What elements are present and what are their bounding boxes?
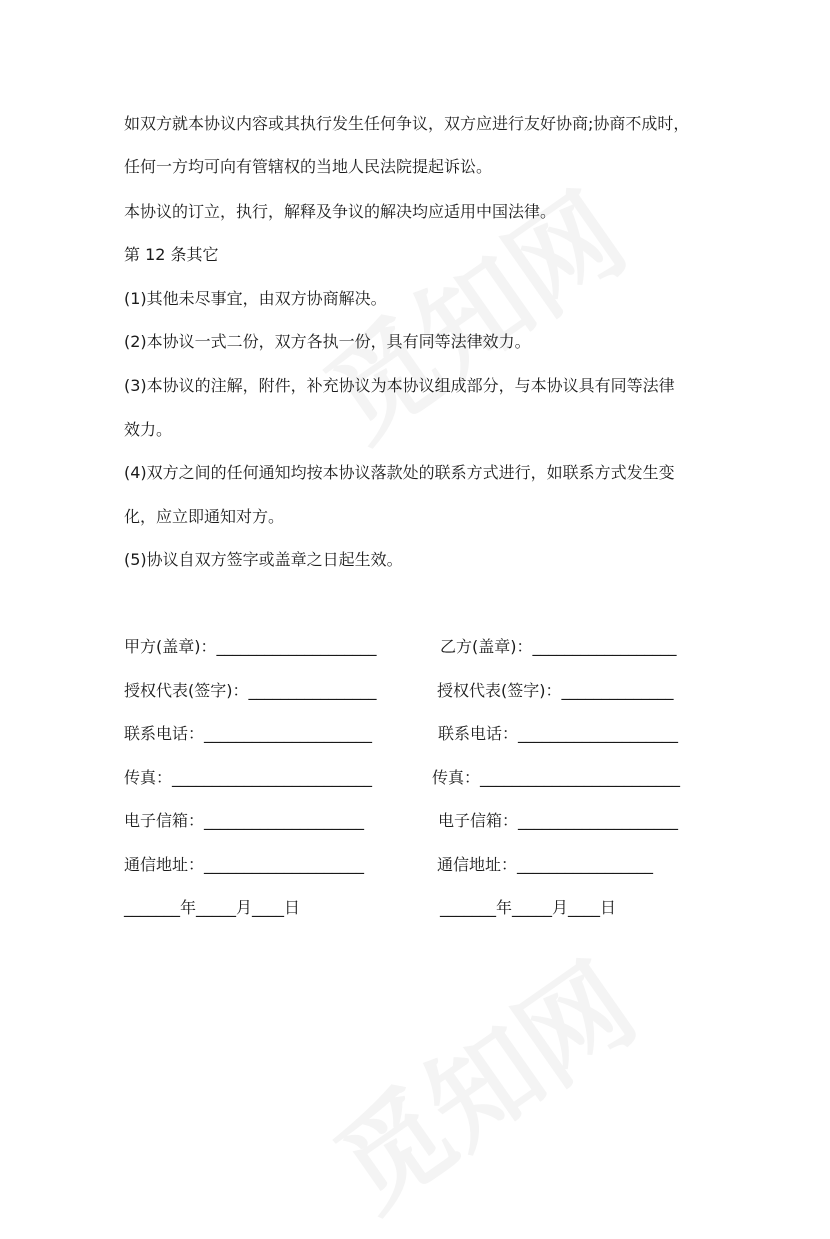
party-b-address-field: 通信地址：_________________ — [437, 855, 654, 874]
paragraph-line: 化，应立即通知对方。 — [124, 507, 285, 526]
party-b-email-field: 电子信箱：____________________ — [438, 811, 679, 830]
paragraph-line: 效力。 — [124, 420, 173, 439]
party-a-address-field: 通信地址：____________________ — [124, 855, 365, 874]
party-b-fax-field: 传真：_________________________ — [432, 768, 681, 787]
paragraph-line: (1)其他未尽事宜，由双方协商解决。 — [124, 289, 387, 308]
paragraph-line: 任何一方均可向有管辖权的当地人民法院提起诉讼。 — [124, 157, 493, 176]
party-b-date-field: _______年_____月____日 — [440, 898, 617, 917]
paragraph-line: 本协议的订立，执行，解释及争议的解决均应适用中国法律。 — [124, 202, 557, 221]
party-a-fax-field: 传真：_________________________ — [124, 768, 373, 787]
paragraph-line: (4)双方之间的任何通知均按本协议落款处的联系方式进行，如联系方式发生变 — [124, 463, 675, 482]
paragraph-line: (5)协议自双方签字或盖章之日起生效。 — [124, 550, 403, 569]
party-b-phone-field: 联系电话：____________________ — [438, 724, 679, 743]
party-a-representative-field: 授权代表(签字)：________________ — [124, 681, 377, 700]
paragraph-line: 如双方就本协议内容或其执行发生任何争议，双方应进行友好协商;协商不成时， — [124, 114, 690, 133]
party-a-date-field: _______年_____月____日 — [124, 898, 301, 917]
party-a-seal-field: 甲方(盖章)：____________________ — [124, 637, 377, 656]
party-a-email-field: 电子信箱：____________________ — [124, 811, 365, 830]
watermark — [290, 151, 651, 470]
paragraph-line: (2)本协议一式二份，双方各执一份，具有同等法律效力。 — [124, 332, 531, 351]
section-heading: 第 12 条其它 — [124, 245, 219, 264]
watermark — [300, 921, 661, 1239]
party-a-phone-field: 联系电话：_____________________ — [124, 724, 373, 743]
party-b-seal-field: 乙方(盖章)：__________________ — [440, 637, 677, 656]
party-b-representative-field: 授权代表(签字)：______________ — [437, 681, 674, 700]
paragraph-line: (3)本协议的注解，附件，补充协议为本协议组成部分，与本协议具有同等法律 — [124, 376, 675, 395]
